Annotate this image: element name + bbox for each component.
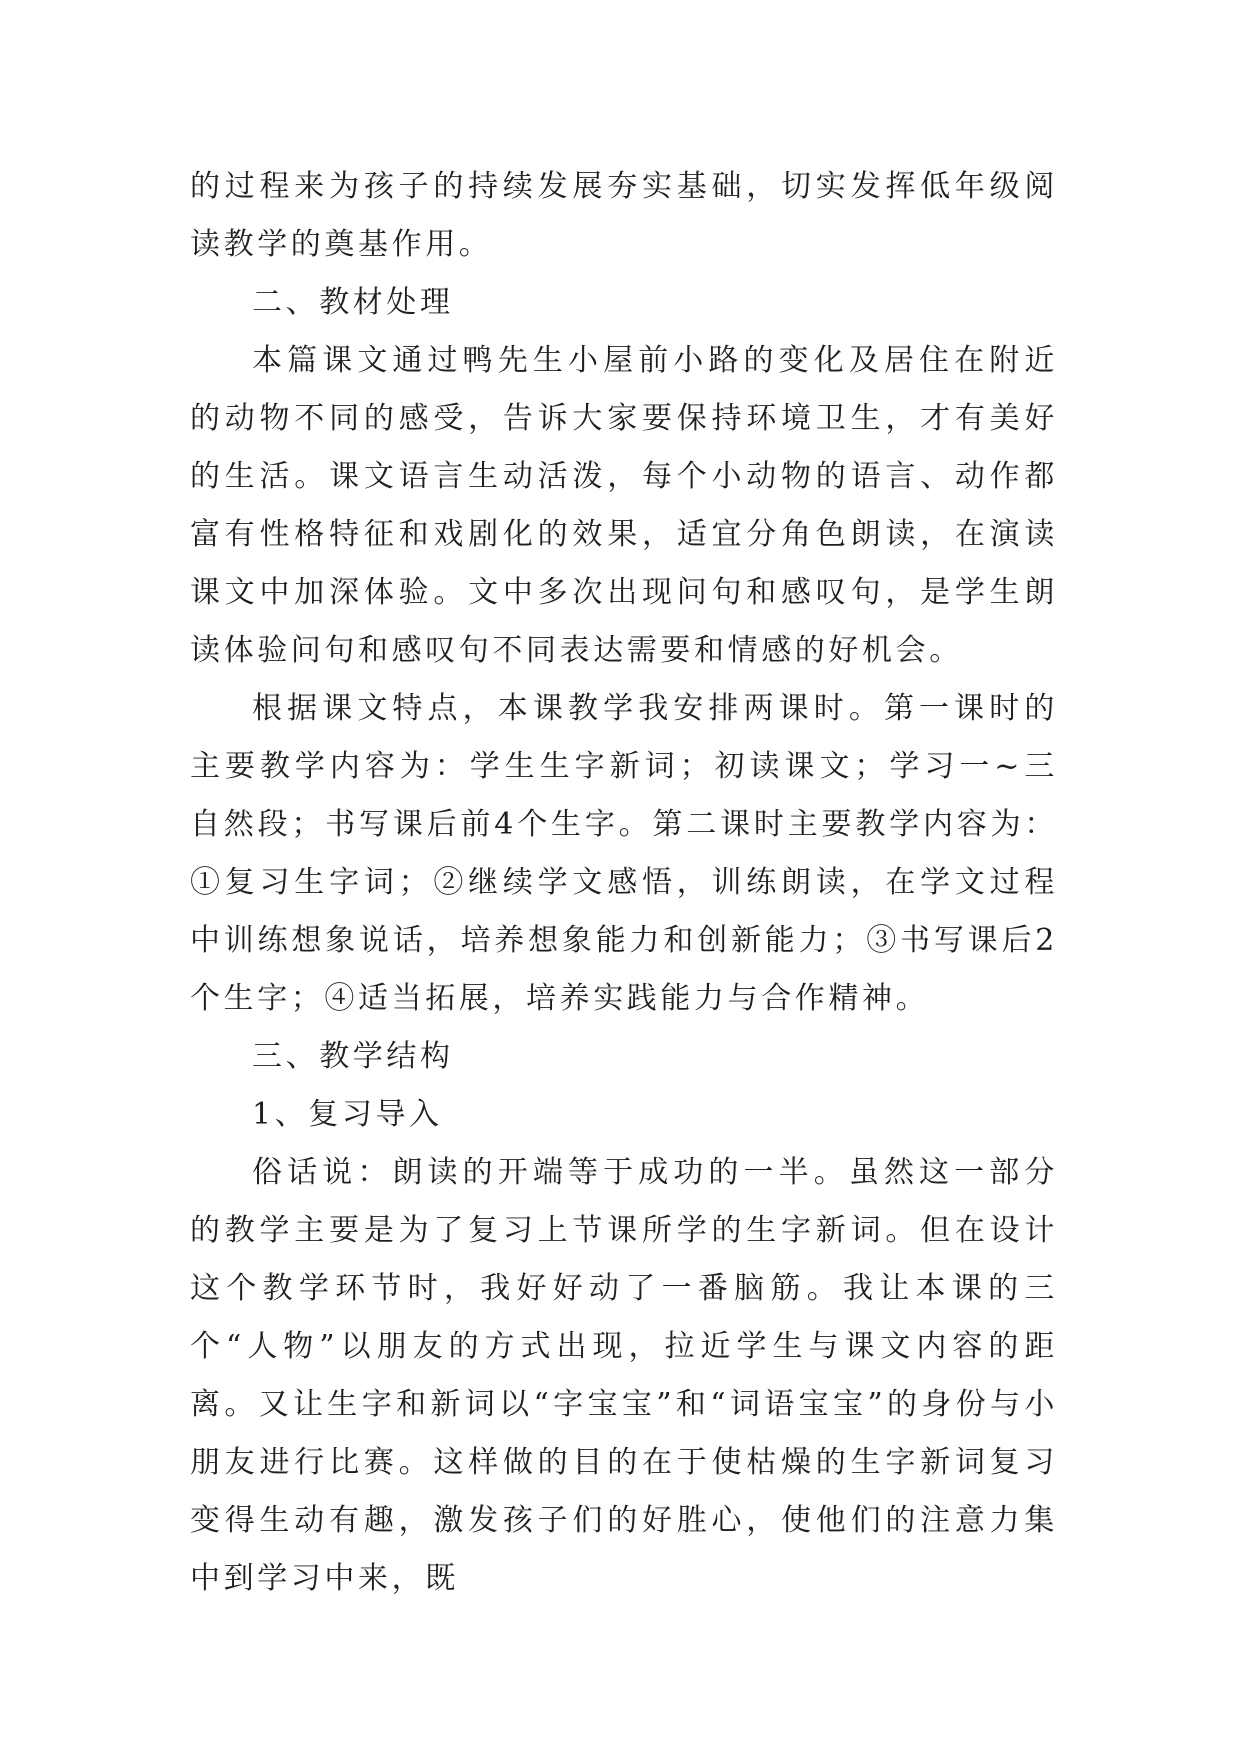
paragraph-lesson-plan: 根据课文特点，本课教学我安排两课时。第一课时的主要教学内容为：学生生字新词；初读课文；学习一~三自然段；书写课后前4个生字。第二课时主要教学内容为：①复习生字词；②继续学文感悟，训练朗读，在学文过程中训练想象说话，培养想象能力和创新能力；③书写课后2个生字；④适当拓展，培养实践能力与合作精神。 xyxy=(190,691,1058,1016)
section-heading-teaching-structure: 三、教学结构 xyxy=(252,1039,454,1074)
paragraph-text-summary: 本篇课文通过鸭先生小屋前小路的变化及居住在附近的动物不同的感受，告诉大家要保持环境卫生，才有美好的生活。课文语言生动活泼，每个小动物的语言、动作都富有性格特征和戏剧化的效果，适宜分角色朗读，在演读课文中加深体验。文中多次出现问句和感叹句，是学生朗读体验问句和感叹句不同表达需要和情感的好机会。 xyxy=(190,343,1058,668)
document-page xyxy=(190,158,1058,1608)
paragraph-continuation: 的过程来为孩子的持续发展夯实基础，切实发挥低年级阅读教学的奠基作用。 xyxy=(190,169,1058,262)
subsection-heading-review-intro: 1、复习导入 xyxy=(252,1097,443,1132)
paragraph-review-intro: 俗话说：朗读的开端等于成功的一半。虽然这一部分的教学主要是为了复习上节课所学的生字新词。但在设计这个教学环节时，我好好动了一番脑筋。我让本课的三个“人物”以朋友的方式出现，拉近学生与课文内容的距离。又让生字和新词以“字宝宝”和“词语宝宝”的身份与小朋友进行比赛。这样做的目的在于使枯燥的生字新词复习变得生动有趣，激发孩子们的好胜心，使他们的注意力集中到学习中来，既 xyxy=(190,1155,1058,1596)
section-heading-textbook-handling: 二、教材处理 xyxy=(252,285,454,320)
